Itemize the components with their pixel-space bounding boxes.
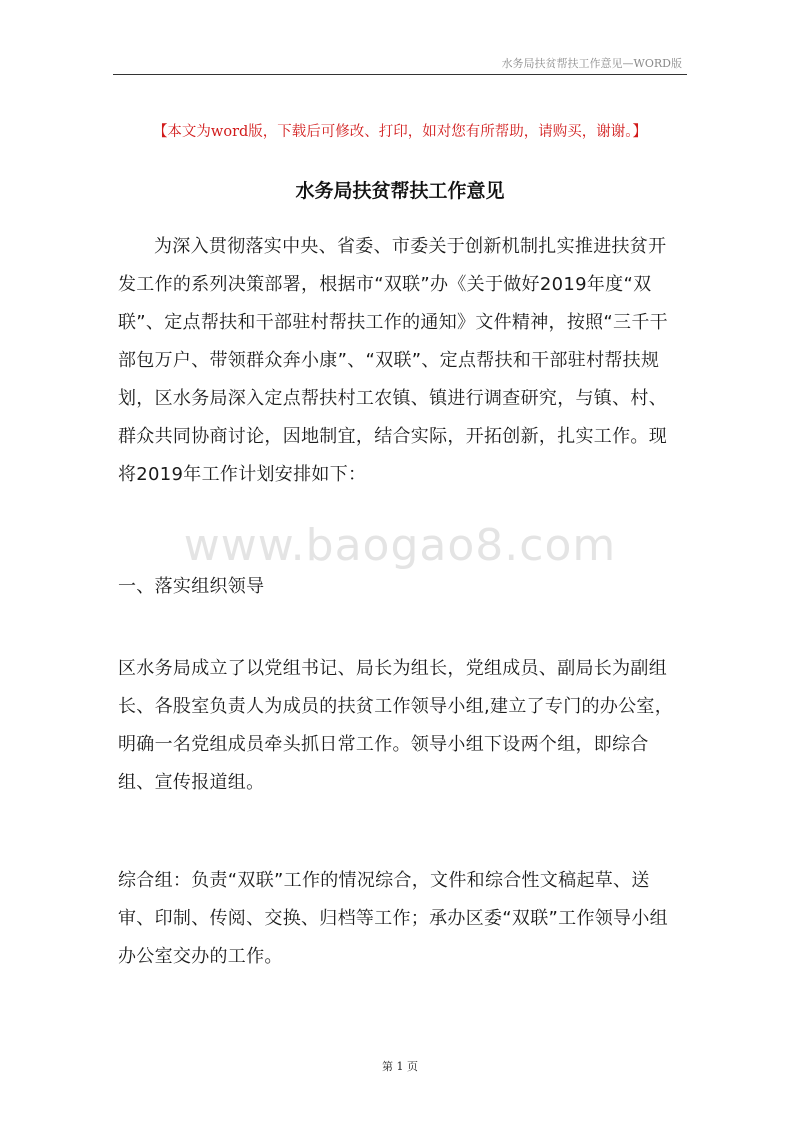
document-title: 水务局扶贫帮扶工作意见	[295, 180, 505, 202]
download-notice: 【本文为word版，下载后可修改、打印，如对您有所帮助，请购买，谢谢。】	[152, 124, 648, 140]
body-paragraph: 综合组：负责“双联”工作的情况综合，文件和综合性文稿起草、送审、印制、传阅、交换、归档等工作；承办区委“双联”工作领导小组办公室交办的工作。	[118, 870, 668, 967]
header-rule	[113, 74, 687, 75]
section-heading: 一、落实组织领导	[118, 576, 265, 597]
intro-paragraph: 为深入贯彻落实中央、省委、市委关于创新机制扎实推进扶贫开发工作的系列决策部署，根据市“双联”办《关于做好2019年度“双联”、定点帮扶和干部驻村帮扶工作的通知》文件精神，按照“三千干部包万户、带领群众奔小康”、“双联”、定点帮扶和干部驻村帮扶规划，区水务局深入定点帮扶村工农镇、镇进行调查研究，与镇、村、群众共同协商讨论，因地制宜，结合实际，开拓创新，扎实工作。现将2019年工作计划安排如下：	[118, 236, 668, 485]
watermark: www.baogao8.com	[183, 520, 617, 571]
body-paragraph: 区水务局成立了以党组书记、局长为组长，党组成员、副局长为副组长、各股室负责人为成员的扶贫工作领导小组,建立了专门的办公室，明确一名党组成员牵头抓日常工作。领导小组下设两个组，即综合组、宣传报道组。	[118, 658, 674, 793]
running-header-title: 水务局扶贫帮扶工作意见—WORD版	[501, 57, 682, 70]
page-number: 第 1 页	[382, 1060, 418, 1073]
